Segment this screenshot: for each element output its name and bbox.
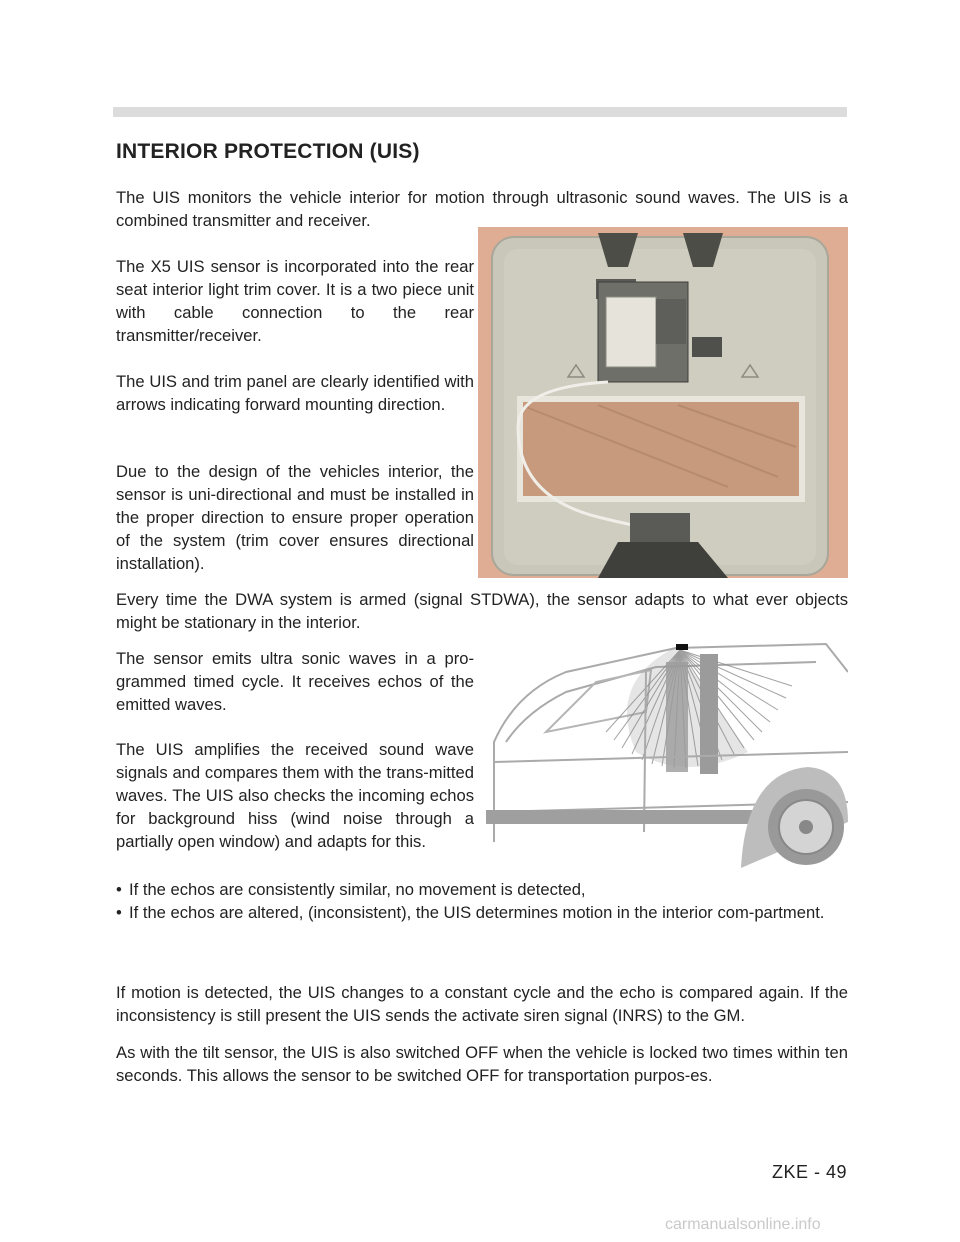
list-item — [116, 878, 848, 901]
trim-panel-paragraph: The UIS and trim panel are clearly identified with arrows indicating forward mounting direction. — [116, 372, 474, 414]
bullet-glyph: • — [116, 880, 122, 899]
header-rule — [113, 107, 847, 117]
amplification-paragraph: The UIS amplifies the received sound wave signals and compares them with the trans-mitted waves. The UIS also checks the incoming echos for background hiss (wind noise through a partially open window) and adapts for this. — [116, 740, 474, 851]
intro-paragraph: The UIS monitors the vehicle interior for motion through ultrasonic sound waves. The UIS is a combined transmitter and receiver. — [116, 188, 848, 230]
directional-paragraph: Due to the design of the vehicles interior, the sensor is uni-directional and must be installed in the proper direction to ensure proper operation of the system (trim cover ensures directional installation). — [116, 462, 474, 573]
list-item-text: If the echos are consistently similar, no movement is detected, — [129, 880, 586, 899]
list-item — [116, 901, 848, 924]
vehicle-ultrasonic-diagram — [486, 642, 848, 868]
emission-paragraph: The sensor emits ultra sonic waves in a pro-grammed timed cycle. It receives echos of the emitted waves. — [116, 649, 474, 714]
bullet-glyph: • — [116, 903, 122, 922]
watermark: carmanualsonline.info — [665, 1216, 821, 1233]
motion-detected-paragraph: If motion is detected, the UIS changes to a constant cycle and the echo is compared again. If the inconsistency is still present the UIS sends the activate siren signal (INRS) to the GM. — [116, 983, 848, 1025]
switch-off-paragraph: As with the tilt sensor, the UIS is also switched OFF when the vehicle is locked two times within ten seconds. This allows the sensor to be switched OFF for transportation purpos-es. — [116, 1043, 848, 1085]
sensor-location-paragraph: The X5 UIS sensor is incorporated into the rear seat interior light trim cover. It is a two piece unit with cable connection to the rear transmitter/receiver. — [116, 257, 474, 345]
uis-sensor-photo — [478, 227, 848, 578]
adaptation-paragraph: Every time the DWA system is armed (signal STDWA), the sensor adapts to what ever objects might be stationary in the interior. — [116, 590, 848, 632]
page-number: ZKE - 49 — [771, 1162, 847, 1182]
echo-conditions-list — [116, 878, 848, 924]
list-item-text: If the echos are altered, (inconsistent), the UIS determines motion in the interior com-partment. — [129, 903, 825, 922]
page-heading: INTERIOR PROTECTION (UIS) — [116, 140, 420, 163]
